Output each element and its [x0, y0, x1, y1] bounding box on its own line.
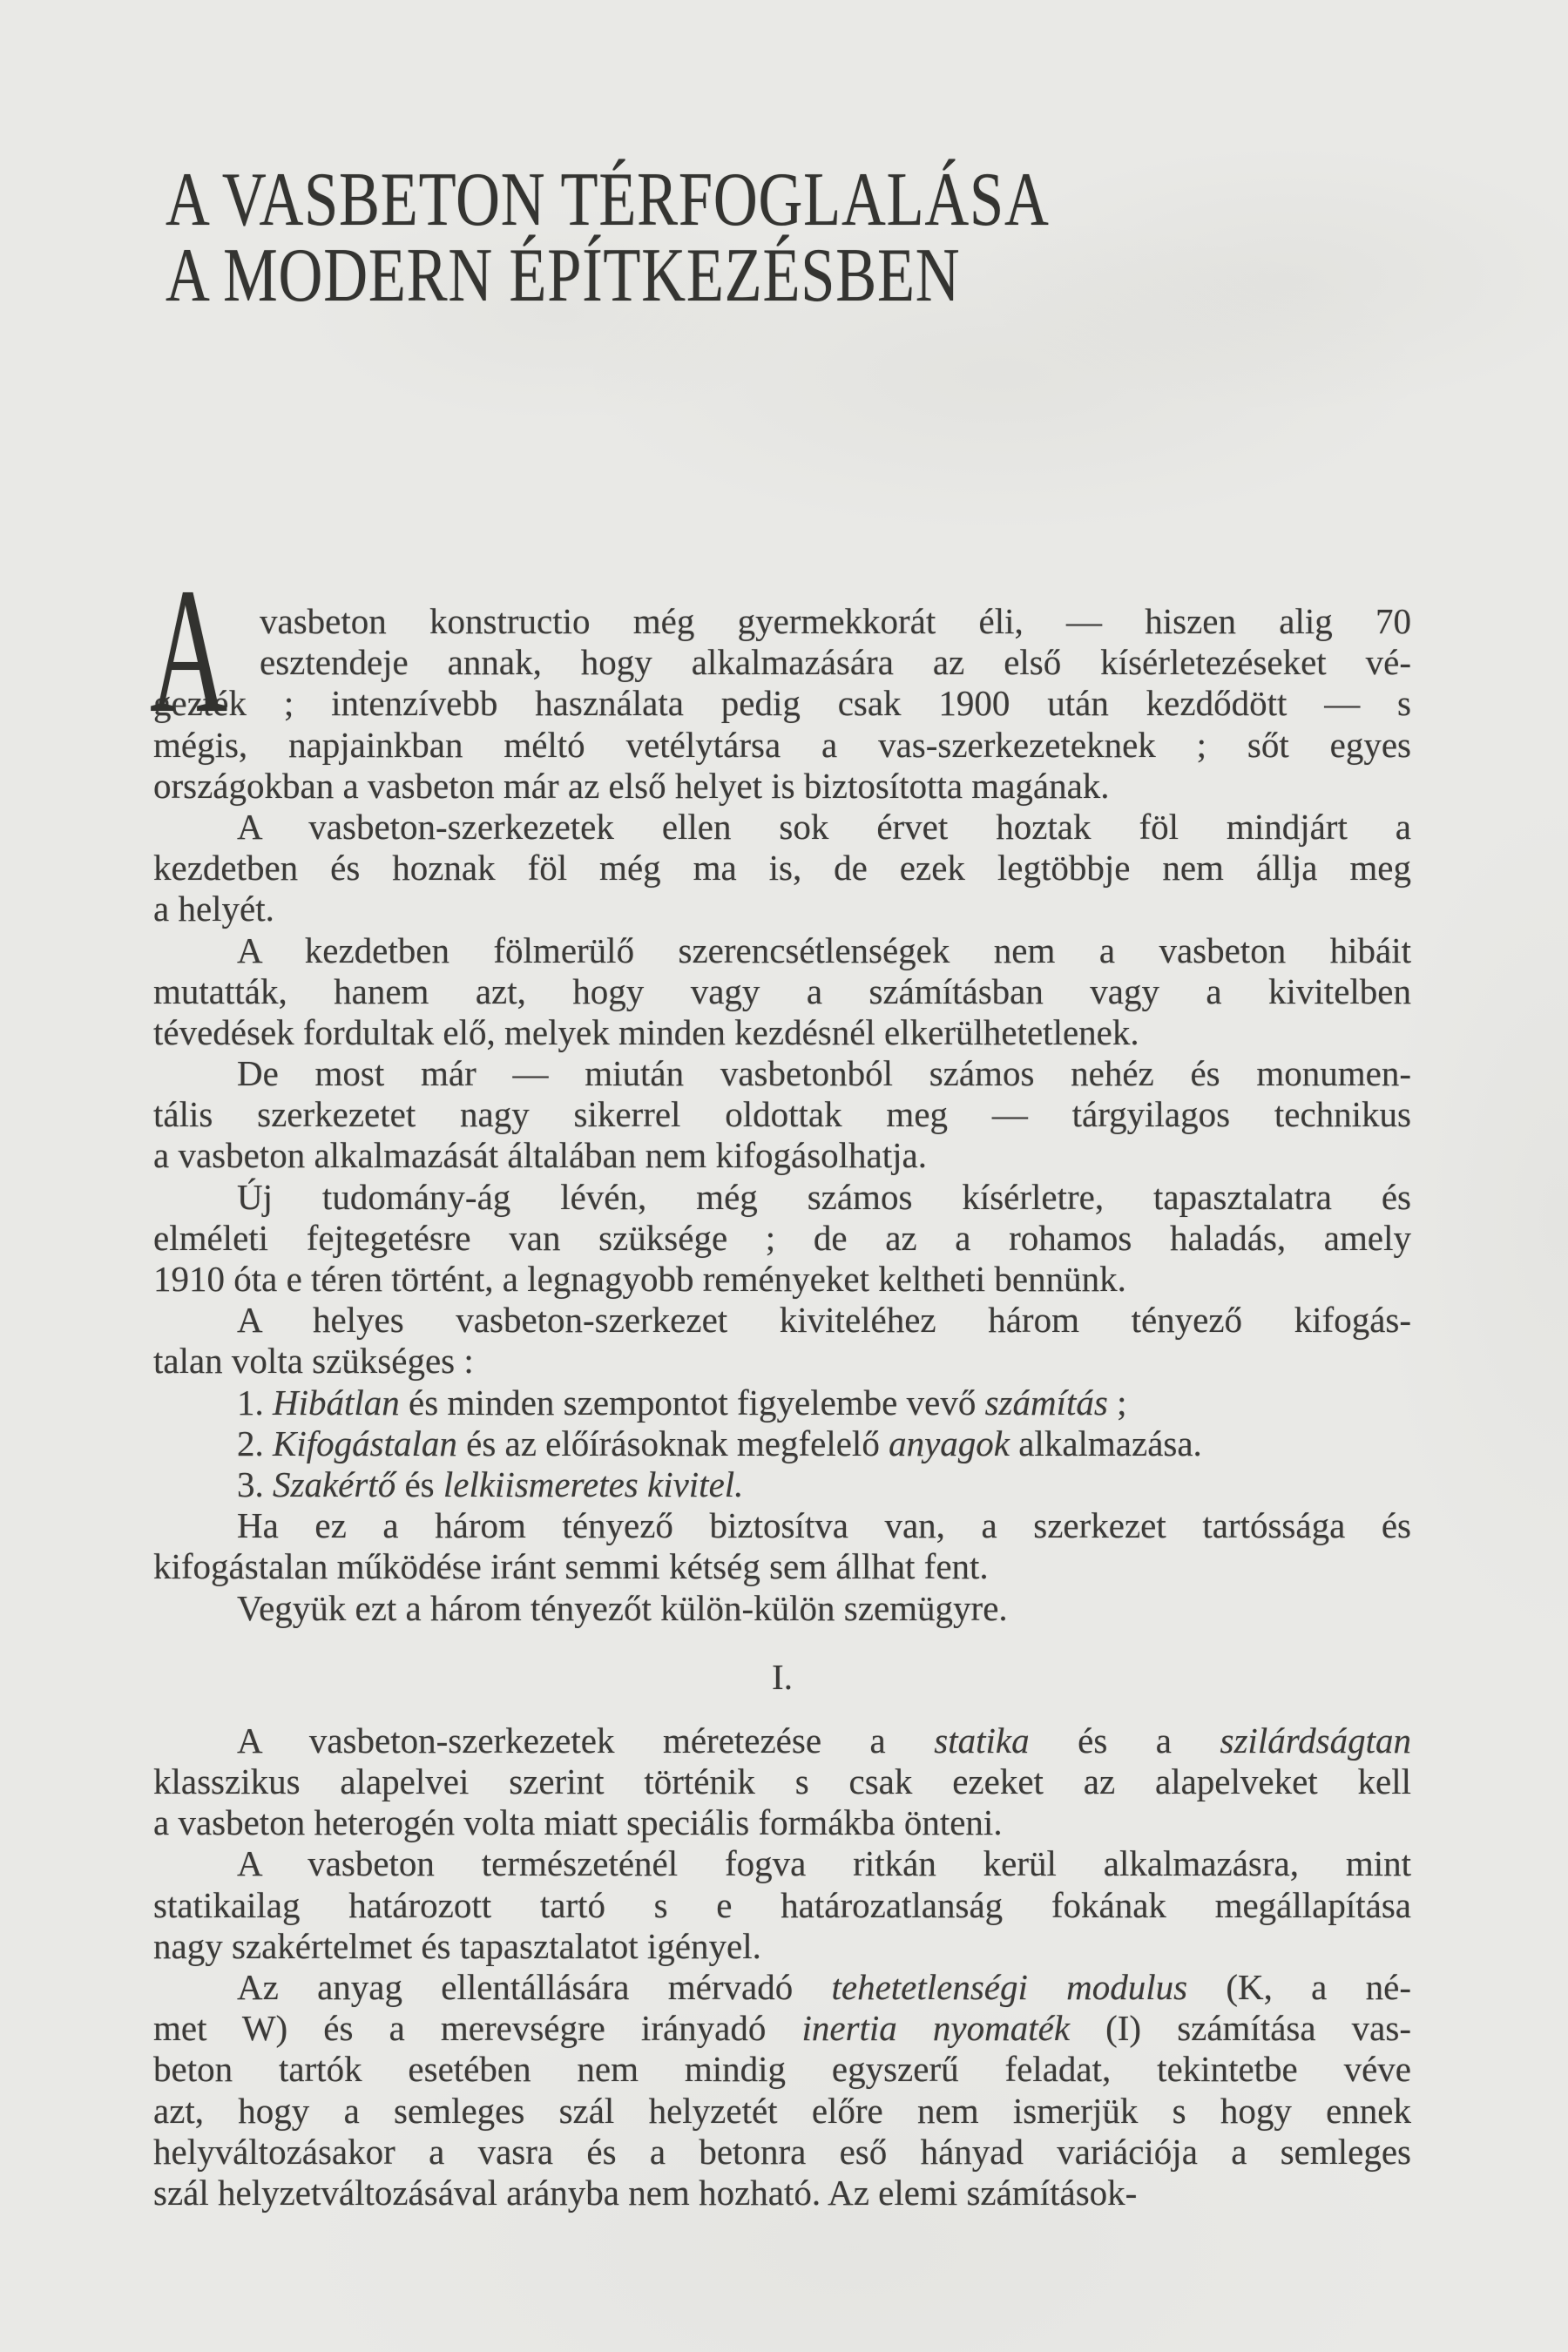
paragraph	[153, 1588, 1411, 1629]
text-line: a vasbeton alkalmazását általában nem kifogásolhatja.	[153, 1135, 927, 1176]
text-line: A vasbeton-szerkezetek ellen sok érvet hoztak föl mindjárt a	[237, 806, 1411, 847]
text-line: A helyes vasbeton-szerkezet kiviteléhez három tényező kifogás-	[237, 1300, 1411, 1341]
text-line: tévedések fordultak elő, melyek minden kezdésnél elkerülhetetlenek.	[153, 1011, 1139, 1052]
text-line: 1. Hibátlan és minden szempontot figyelembe vevő számítás ;	[237, 1382, 1127, 1423]
paragraph	[153, 1720, 1411, 1844]
text-line: azt, hogy a semleges szál helyzetét előre nem ismerjük s hogy ennek	[153, 2090, 1411, 2131]
page-title-line-2: A MODERN ÉPÍTKEZÉSBEN	[166, 233, 961, 318]
text-line: a helyét.	[153, 889, 274, 929]
paragraph	[153, 1843, 1411, 1967]
text-line: De most már — miután vasbetonból számos nehéz és monumen-	[237, 1053, 1411, 1094]
drop-cap: A	[150, 551, 228, 750]
text-line: tális szerkezetet nagy sikerrel oldottak meg — tárgyilagos technikus	[153, 1094, 1411, 1135]
text-line: beton tartók esetében nem mindig egyszerű feladat, tekintetbe véve	[153, 2049, 1411, 2090]
list-item	[153, 1423, 1411, 1464]
text-line: A vasbeton természeténél fogva ritkán kerül alkalmazásra, mint	[237, 1843, 1411, 1884]
text-line: A vasbeton-szerkezetek méretezése a statika és a szilárdságtan	[237, 1720, 1411, 1761]
text-line: gezték ; intenzívebb használata pedig csak 1900 után kezdődött — s	[153, 683, 1411, 724]
text-line: elméleti fejtegetésre van szüksége ; de az a rohamos haladás, amely	[153, 1217, 1411, 1258]
list-item	[153, 1464, 1411, 1505]
text-line: kifogástalan működése iránt semmi kétség sem állhat fent.	[153, 1546, 989, 1587]
text-line: mutatták, hanem azt, hogy vagy a számításban vagy a kivitelben	[153, 970, 1411, 1011]
text-line: 3. Szakértő és lelkiismeretes kivitel.	[237, 1463, 744, 1504]
text-line: szál helyzetváltozásával arányba nem hozható. Az elemi számítások-	[153, 2172, 1138, 2213]
text-line: mégis, napjainkban méltó vetélytársa a vas-szerkezeteknek ; sőt egyes	[153, 724, 1411, 765]
text-line: esztendeje annak, hogy alkalmazására az első kísérletezéseket vé-	[260, 642, 1411, 683]
list-item	[153, 1382, 1411, 1423]
text-line: 1910 óta e téren történt, a legnagyobb reményeket keltheti bennünk.	[153, 1259, 1126, 1299]
text-line: 2. Kifogástalan és az előírásoknak megfelelő anyagok alkalmazása.	[237, 1423, 1202, 1463]
text-line: statikailag határozott tartó s e határozatlanság fokának megállapítása	[153, 1884, 1411, 1925]
paragraph	[153, 1300, 1411, 1382]
text-line: a vasbeton heterogén volta miatt speciális formákba önteni.	[153, 1802, 1003, 1843]
text-line: országokban a vasbeton már az első helyet is biztosította magának.	[153, 765, 1110, 806]
paragraph	[153, 1505, 1411, 1587]
text-line: vasbeton konstructio még gyermekkorát éli, — hiszen alig 70	[260, 601, 1411, 641]
text-line: helyváltozásakor a vasra és a betonra eső hányad variációja a semleges	[153, 2131, 1411, 2172]
text-line: talan volta szükséges :	[153, 1341, 474, 1382]
text-line: Ha ez a három tényező biztosítva van, a szerkezet tartóssága és	[237, 1505, 1411, 1546]
text-line: met W) és a merevségre irányadó inertia nyomaték (I) számítása vas-	[153, 2008, 1411, 2049]
paragraph	[153, 1053, 1411, 1177]
text-line: nagy szakértelmet és tapasztalatot igényel.	[153, 1925, 761, 1966]
paragraph	[153, 930, 1411, 1054]
page-title	[166, 158, 1050, 318]
paragraph	[153, 807, 1411, 930]
text-line: klasszikus alapelvei szerint történik s csak ezeket az alapelveket kell	[153, 1761, 1411, 1802]
paragraph	[153, 1967, 1411, 2213]
paragraph	[153, 1177, 1411, 1301]
text-line: Az anyag ellentállására mérvadó tehetetlenségi modulus (K, a né-	[237, 1967, 1412, 2007]
text-line: Új tudomány-ág lévén, még számos kísérletre, tapasztalatra és	[237, 1176, 1411, 1217]
text-line: kezdetben és hoznak föl még ma is, de ezek legtöbbje nem állja meg	[153, 848, 1411, 889]
text-line: Vegyük ezt a három tényezőt külön-külön szemügyre.	[237, 1587, 1008, 1628]
text-line: A kezdetben fölmerülő szerencsétlenségek nem a vasbeton hibáit	[237, 929, 1411, 970]
body-text	[150, 551, 1412, 2213]
intro-paragraph	[150, 551, 1411, 807]
page-title-line-1: A VASBETON TÉRFOGLALÁSA	[166, 158, 1050, 242]
section-heading: I.	[772, 1656, 793, 1697]
